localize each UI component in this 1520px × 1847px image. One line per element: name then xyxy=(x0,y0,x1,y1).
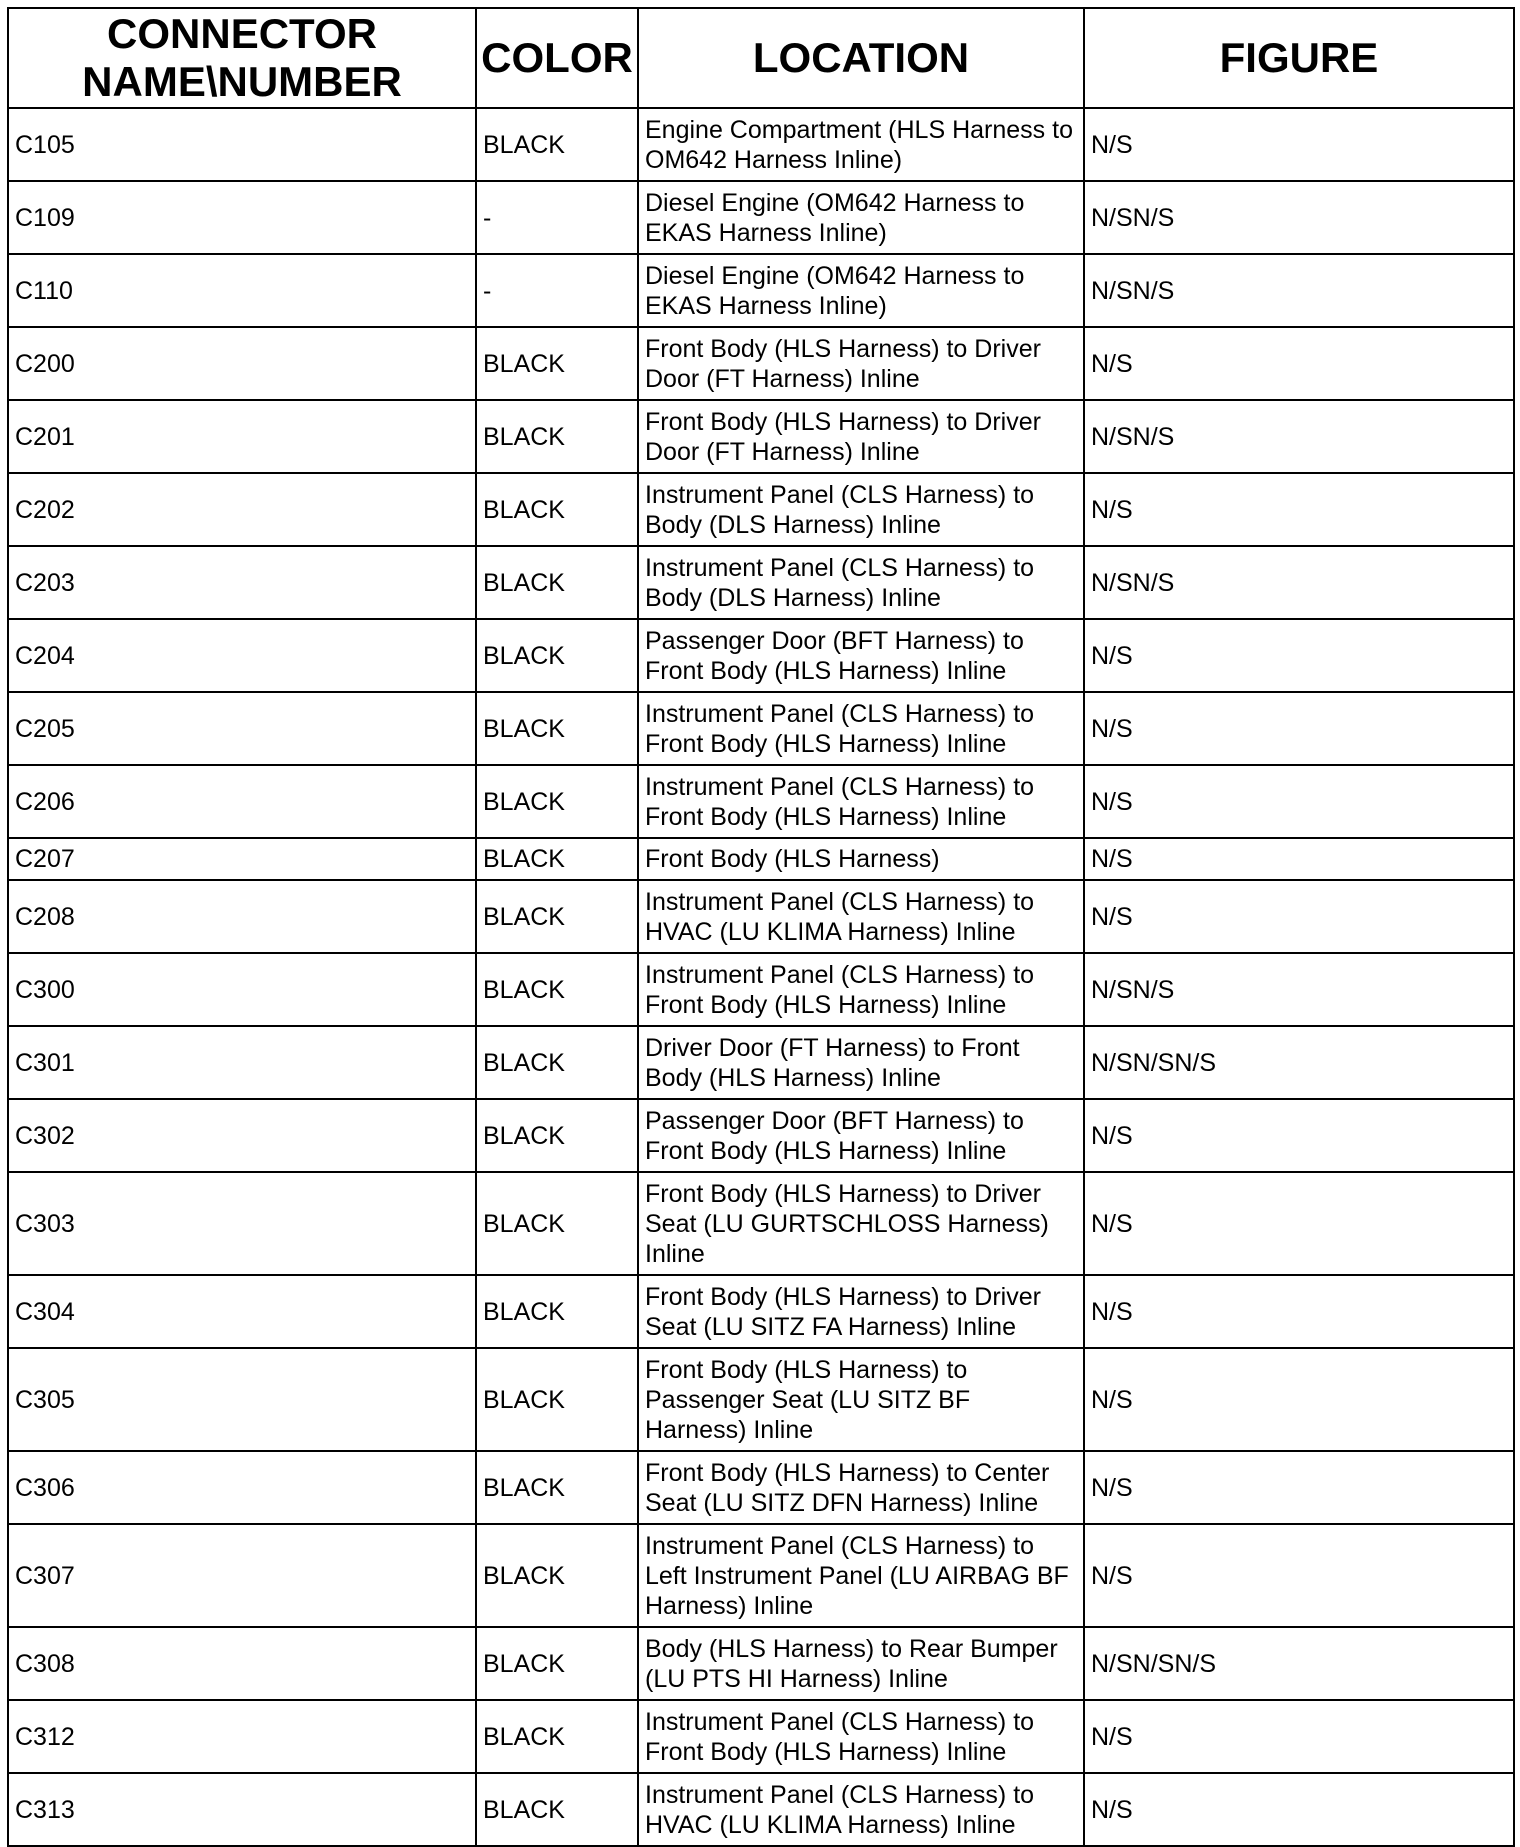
header-connector: CONNECTOR NAME\NUMBER xyxy=(8,8,476,108)
figure-cell: N/S xyxy=(1084,619,1514,692)
figure-cell: N/S xyxy=(1084,1172,1514,1275)
table-row xyxy=(8,1627,1514,1700)
color-cell: - xyxy=(476,181,638,254)
connector-cell: C201 xyxy=(8,400,476,473)
color-cell: BLACK xyxy=(476,838,638,880)
connector-cell: C303 xyxy=(8,1172,476,1275)
figure-cell: N/S xyxy=(1084,692,1514,765)
location-cell: Driver Door (FT Harness) to Front Body (HLS Harness) Inline xyxy=(638,1026,1084,1099)
connector-cell: C203 xyxy=(8,546,476,619)
connector-cell: C312 xyxy=(8,1700,476,1773)
table-row xyxy=(8,1026,1514,1099)
table-body xyxy=(8,108,1514,1846)
location-cell: Instrument Panel (CLS Harness) to Front Body (HLS Harness) Inline xyxy=(638,1700,1084,1773)
location-cell: Instrument Panel (CLS Harness) to Body (DLS Harness) Inline xyxy=(638,546,1084,619)
table-header xyxy=(8,8,1514,108)
table-row xyxy=(8,181,1514,254)
connector-cell: C300 xyxy=(8,953,476,1026)
table-row xyxy=(8,838,1514,880)
figure-cell: N/SN/SN/S xyxy=(1084,1026,1514,1099)
color-cell: BLACK xyxy=(476,692,638,765)
connector-cell: C306 xyxy=(8,1451,476,1524)
table-row xyxy=(8,765,1514,838)
table-row xyxy=(8,108,1514,181)
table-row xyxy=(8,1524,1514,1627)
header-figure: FIGURE xyxy=(1084,8,1514,108)
color-cell: BLACK xyxy=(476,1524,638,1627)
connector-cell: C109 xyxy=(8,181,476,254)
figure-cell: N/S xyxy=(1084,765,1514,838)
color-cell: BLACK xyxy=(476,765,638,838)
figure-cell: N/S xyxy=(1084,838,1514,880)
connector-cell: C200 xyxy=(8,327,476,400)
table-row xyxy=(8,1348,1514,1451)
location-cell: Instrument Panel (CLS Harness) to Front Body (HLS Harness) Inline xyxy=(638,692,1084,765)
color-cell: BLACK xyxy=(476,1172,638,1275)
location-cell: Front Body (HLS Harness) to Driver Door (FT Harness) Inline xyxy=(638,327,1084,400)
header-location: LOCATION xyxy=(638,8,1084,108)
color-cell: BLACK xyxy=(476,953,638,1026)
connector-cell: C110 xyxy=(8,254,476,327)
figure-cell: N/SN/S xyxy=(1084,400,1514,473)
connector-cell: C301 xyxy=(8,1026,476,1099)
location-cell: Instrument Panel (CLS Harness) to Front Body (HLS Harness) Inline xyxy=(638,953,1084,1026)
color-cell: BLACK xyxy=(476,1348,638,1451)
color-cell: BLACK xyxy=(476,1700,638,1773)
table-row xyxy=(8,1773,1514,1846)
connector-cell: C207 xyxy=(8,838,476,880)
color-cell: BLACK xyxy=(476,880,638,953)
figure-cell: N/SN/SN/S xyxy=(1084,1627,1514,1700)
table-row xyxy=(8,327,1514,400)
location-cell: Instrument Panel (CLS Harness) to Body (DLS Harness) Inline xyxy=(638,473,1084,546)
location-cell: Instrument Panel (CLS Harness) to HVAC (LU KLIMA Harness) Inline xyxy=(638,880,1084,953)
location-cell: Front Body (HLS Harness) to Center Seat (LU SITZ DFN Harness) Inline xyxy=(638,1451,1084,1524)
color-cell: BLACK xyxy=(476,400,638,473)
color-cell: BLACK xyxy=(476,619,638,692)
location-cell: Diesel Engine (OM642 Harness to EKAS Harness Inline) xyxy=(638,181,1084,254)
location-cell: Body (HLS Harness) to Rear Bumper (LU PTS HI Harness) Inline xyxy=(638,1627,1084,1700)
connector-cell: C305 xyxy=(8,1348,476,1451)
connector-cell: C202 xyxy=(8,473,476,546)
connector-cell: C308 xyxy=(8,1627,476,1700)
location-cell: Passenger Door (BFT Harness) to Front Body (HLS Harness) Inline xyxy=(638,619,1084,692)
color-cell: BLACK xyxy=(476,1275,638,1348)
color-cell: BLACK xyxy=(476,1451,638,1524)
location-cell: Instrument Panel (CLS Harness) to HVAC (LU KLIMA Harness) Inline xyxy=(638,1773,1084,1846)
connector-cell: C313 xyxy=(8,1773,476,1846)
location-cell: Passenger Door (BFT Harness) to Front Body (HLS Harness) Inline xyxy=(638,1099,1084,1172)
color-cell: BLACK xyxy=(476,108,638,181)
color-cell: BLACK xyxy=(476,1627,638,1700)
table-row xyxy=(8,1099,1514,1172)
color-cell: BLACK xyxy=(476,1099,638,1172)
connector-cell: C204 xyxy=(8,619,476,692)
figure-cell: N/S xyxy=(1084,1099,1514,1172)
connector-cell: C208 xyxy=(8,880,476,953)
figure-cell: N/S xyxy=(1084,473,1514,546)
location-cell: Front Body (HLS Harness) to Driver Door (FT Harness) Inline xyxy=(638,400,1084,473)
color-cell: BLACK xyxy=(476,1026,638,1099)
table-row xyxy=(8,1172,1514,1275)
connector-cell: C307 xyxy=(8,1524,476,1627)
location-cell: Front Body (HLS Harness) xyxy=(638,838,1084,880)
color-cell: - xyxy=(476,254,638,327)
table-row xyxy=(8,953,1514,1026)
location-cell: Front Body (HLS Harness) to Driver Seat (LU GURTSCHLOSS Harness) Inline xyxy=(638,1172,1084,1275)
figure-cell: N/S xyxy=(1084,1700,1514,1773)
figure-cell: N/S xyxy=(1084,108,1514,181)
connector-cell: C302 xyxy=(8,1099,476,1172)
figure-cell: N/SN/S xyxy=(1084,546,1514,619)
location-cell: Instrument Panel (CLS Harness) to Front Body (HLS Harness) Inline xyxy=(638,765,1084,838)
color-cell: BLACK xyxy=(476,1773,638,1846)
table-row xyxy=(8,1700,1514,1773)
figure-cell: N/SN/S xyxy=(1084,953,1514,1026)
figure-cell: N/S xyxy=(1084,1451,1514,1524)
connector-cell: C105 xyxy=(8,108,476,181)
connector-cell: C304 xyxy=(8,1275,476,1348)
table-row xyxy=(8,400,1514,473)
table-row xyxy=(8,473,1514,546)
color-cell: BLACK xyxy=(476,546,638,619)
figure-cell: N/S xyxy=(1084,1773,1514,1846)
figure-cell: N/SN/S xyxy=(1084,181,1514,254)
color-cell: BLACK xyxy=(476,473,638,546)
figure-cell: N/S xyxy=(1084,880,1514,953)
connector-cell: C205 xyxy=(8,692,476,765)
table-row xyxy=(8,1275,1514,1348)
figure-cell: N/SN/S xyxy=(1084,254,1514,327)
connector-cell: C206 xyxy=(8,765,476,838)
table-row xyxy=(8,692,1514,765)
color-cell: BLACK xyxy=(476,327,638,400)
location-cell: Front Body (HLS Harness) to Driver Seat (LU SITZ FA Harness) Inline xyxy=(638,1275,1084,1348)
table-row xyxy=(8,880,1514,953)
figure-cell: N/S xyxy=(1084,327,1514,400)
header-row xyxy=(8,8,1514,108)
table-row xyxy=(8,546,1514,619)
table-row xyxy=(8,1451,1514,1524)
table-row xyxy=(8,619,1514,692)
location-cell: Diesel Engine (OM642 Harness to EKAS Harness Inline) xyxy=(638,254,1084,327)
figure-cell: N/S xyxy=(1084,1275,1514,1348)
table-row xyxy=(8,254,1514,327)
connector-table xyxy=(7,7,1515,1847)
figure-cell: N/S xyxy=(1084,1524,1514,1627)
location-cell: Front Body (HLS Harness) to Passenger Seat (LU SITZ BF Harness) Inline xyxy=(638,1348,1084,1451)
header-color: COLOR xyxy=(476,8,638,108)
figure-cell: N/S xyxy=(1084,1348,1514,1451)
location-cell: Engine Compartment (HLS Harness to OM642 Harness Inline) xyxy=(638,108,1084,181)
location-cell: Instrument Panel (CLS Harness) to Left Instrument Panel (LU AIRBAG BF Harness) Inline xyxy=(638,1524,1084,1627)
